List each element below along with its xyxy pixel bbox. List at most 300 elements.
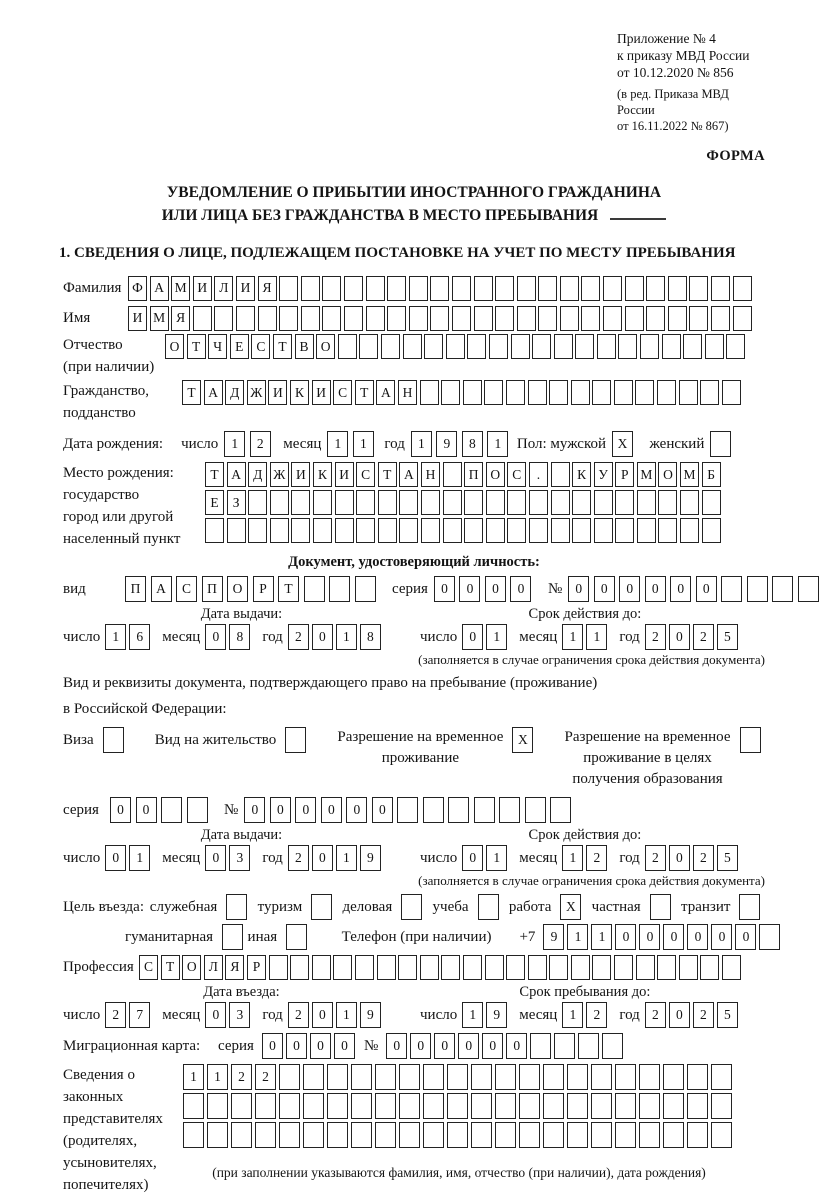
char-box[interactable]: 2 — [255, 1064, 276, 1090]
char-box[interactable] — [397, 797, 418, 823]
char-box[interactable] — [193, 306, 212, 331]
char-box[interactable] — [614, 380, 633, 405]
char-box[interactable] — [530, 1033, 551, 1059]
purpose-private-checkbox[interactable] — [650, 894, 676, 920]
char-box[interactable]: 8 — [462, 431, 483, 457]
char-box[interactable] — [592, 380, 611, 405]
char-box[interactable]: 1 — [562, 624, 583, 650]
char-box[interactable]: 1 — [586, 624, 607, 650]
char-box[interactable]: 1 — [183, 1064, 204, 1090]
char-box[interactable]: X — [560, 894, 581, 920]
char-box[interactable] — [700, 955, 719, 980]
char-box[interactable] — [286, 924, 307, 950]
char-box[interactable]: М — [171, 276, 190, 301]
char-box[interactable]: 5 — [717, 845, 738, 871]
char-box[interactable] — [270, 518, 289, 543]
char-box[interactable]: Р — [247, 955, 266, 980]
char-box[interactable] — [591, 1122, 612, 1148]
char-box[interactable] — [161, 797, 182, 823]
char-box[interactable] — [255, 1093, 276, 1119]
char-box[interactable]: 2 — [645, 845, 666, 871]
char-box[interactable]: 0 — [434, 576, 455, 602]
char-box[interactable] — [658, 490, 677, 515]
char-box[interactable] — [423, 797, 444, 823]
char-box[interactable]: С — [176, 576, 197, 602]
char-box[interactable]: 9 — [360, 845, 381, 871]
char-box[interactable] — [446, 334, 465, 359]
doc-valid-month-boxes[interactable] — [562, 624, 610, 650]
char-box[interactable] — [279, 276, 298, 301]
char-box[interactable] — [702, 518, 721, 543]
char-box[interactable] — [567, 1122, 588, 1148]
char-box[interactable]: И — [128, 306, 147, 331]
char-box[interactable] — [625, 276, 644, 301]
char-box[interactable]: М — [637, 462, 656, 487]
char-box[interactable]: 0 — [346, 797, 367, 823]
char-box[interactable] — [551, 462, 570, 487]
char-box[interactable]: 0 — [485, 576, 506, 602]
char-box[interactable] — [581, 306, 600, 331]
char-box[interactable]: 0 — [711, 924, 732, 950]
char-box[interactable]: А — [227, 462, 246, 487]
char-box[interactable] — [448, 797, 469, 823]
char-box[interactable]: 0 — [669, 1002, 690, 1028]
char-box[interactable] — [486, 490, 505, 515]
char-box[interactable] — [615, 1093, 636, 1119]
char-box[interactable]: 1 — [591, 924, 612, 950]
char-box[interactable] — [447, 1093, 468, 1119]
char-box[interactable] — [322, 276, 341, 301]
char-box[interactable] — [327, 1122, 348, 1148]
char-box[interactable] — [231, 1122, 252, 1148]
char-box[interactable] — [375, 1093, 396, 1119]
char-box[interactable]: 0 — [321, 797, 342, 823]
char-box[interactable] — [639, 1122, 660, 1148]
char-box[interactable] — [279, 1093, 300, 1119]
char-box[interactable] — [471, 1122, 492, 1148]
char-box[interactable] — [528, 380, 547, 405]
char-box[interactable]: 1 — [462, 1002, 483, 1028]
char-box[interactable] — [447, 1064, 468, 1090]
char-box[interactable] — [798, 576, 819, 602]
char-box[interactable]: 0 — [696, 576, 717, 602]
char-box[interactable]: А — [399, 462, 418, 487]
citizenship-boxes[interactable] — [182, 380, 743, 405]
char-box[interactable]: И — [335, 462, 354, 487]
sex-male-checkbox[interactable] — [612, 431, 638, 457]
visa-checkbox[interactable] — [103, 727, 129, 753]
char-box[interactable] — [303, 1093, 324, 1119]
res-issue-year-boxes[interactable] — [288, 845, 384, 871]
char-box[interactable] — [381, 334, 400, 359]
char-box[interactable] — [517, 306, 536, 331]
char-box[interactable]: 0 — [594, 576, 615, 602]
char-box[interactable]: 9 — [486, 1002, 507, 1028]
char-box[interactable] — [495, 1122, 516, 1148]
residence-permit-checkbox[interactable] — [285, 727, 311, 753]
char-box[interactable] — [421, 490, 440, 515]
char-box[interactable]: 0 — [205, 1002, 226, 1028]
char-box[interactable]: 2 — [693, 624, 714, 650]
char-box[interactable]: 2 — [288, 624, 309, 650]
char-box[interactable] — [356, 490, 375, 515]
char-box[interactable] — [103, 727, 124, 753]
char-box[interactable]: 0 — [506, 1033, 527, 1059]
char-box[interactable] — [689, 306, 708, 331]
char-box[interactable]: И — [268, 380, 287, 405]
char-box[interactable]: Т — [273, 334, 292, 359]
char-box[interactable]: А — [204, 380, 223, 405]
char-box[interactable] — [255, 1122, 276, 1148]
char-box[interactable] — [484, 380, 503, 405]
char-box[interactable]: 8 — [360, 624, 381, 650]
char-box[interactable] — [551, 490, 570, 515]
char-box[interactable] — [551, 518, 570, 543]
char-box[interactable] — [646, 276, 665, 301]
char-box[interactable] — [430, 276, 449, 301]
char-box[interactable] — [722, 955, 741, 980]
char-box[interactable] — [637, 518, 656, 543]
char-box[interactable]: . — [529, 462, 548, 487]
purpose-commercial-checkbox[interactable] — [401, 894, 427, 920]
birthplace-boxes-row1[interactable] — [205, 462, 723, 487]
doc-valid-day-boxes[interactable] — [462, 624, 510, 650]
char-box[interactable]: Т — [378, 462, 397, 487]
char-box[interactable] — [279, 1122, 300, 1148]
char-box[interactable]: 0 — [687, 924, 708, 950]
char-box[interactable]: 9 — [436, 431, 457, 457]
char-box[interactable] — [506, 955, 525, 980]
char-box[interactable] — [499, 797, 520, 823]
char-box[interactable] — [721, 576, 742, 602]
char-box[interactable] — [399, 1122, 420, 1148]
char-box[interactable] — [578, 1033, 599, 1059]
char-box[interactable]: 1 — [353, 431, 374, 457]
sex-female-checkbox[interactable] — [710, 431, 736, 457]
char-box[interactable]: Н — [421, 462, 440, 487]
char-box[interactable] — [646, 306, 665, 331]
char-box[interactable]: 2 — [693, 845, 714, 871]
char-box[interactable] — [603, 276, 622, 301]
char-box[interactable] — [452, 276, 471, 301]
char-box[interactable] — [529, 518, 548, 543]
char-box[interactable]: 1 — [129, 845, 150, 871]
char-box[interactable] — [594, 518, 613, 543]
char-box[interactable]: 0 — [105, 845, 126, 871]
char-box[interactable] — [333, 955, 352, 980]
char-box[interactable] — [467, 334, 486, 359]
char-box[interactable] — [549, 955, 568, 980]
char-box[interactable]: 0 — [459, 576, 480, 602]
char-box[interactable] — [711, 1064, 732, 1090]
char-box[interactable] — [447, 1122, 468, 1148]
char-box[interactable]: С — [507, 462, 526, 487]
char-box[interactable]: 2 — [645, 624, 666, 650]
char-box[interactable]: 7 — [129, 1002, 150, 1028]
char-box[interactable] — [532, 334, 551, 359]
char-box[interactable]: 0 — [462, 624, 483, 650]
char-box[interactable] — [270, 490, 289, 515]
char-box[interactable] — [226, 894, 247, 920]
char-box[interactable]: 1 — [224, 431, 245, 457]
char-box[interactable] — [387, 306, 406, 331]
char-box[interactable]: 6 — [129, 624, 150, 650]
char-box[interactable]: С — [356, 462, 375, 487]
temp-residence-checkbox[interactable] — [512, 727, 538, 753]
char-box[interactable] — [471, 1064, 492, 1090]
char-box[interactable] — [474, 306, 493, 331]
char-box[interactable] — [403, 334, 422, 359]
char-box[interactable]: Л — [214, 276, 233, 301]
char-box[interactable] — [495, 1093, 516, 1119]
char-box[interactable] — [471, 1093, 492, 1119]
char-box[interactable]: О — [658, 462, 677, 487]
char-box[interactable] — [495, 276, 514, 301]
char-box[interactable]: К — [313, 462, 332, 487]
char-box[interactable] — [615, 518, 634, 543]
char-box[interactable] — [474, 797, 495, 823]
char-box[interactable] — [657, 955, 676, 980]
phone-boxes[interactable] — [543, 924, 783, 950]
patronymic-boxes[interactable] — [165, 334, 748, 359]
char-box[interactable]: 0 — [458, 1033, 479, 1059]
char-box[interactable]: И — [193, 276, 212, 301]
char-box[interactable]: 1 — [567, 924, 588, 950]
char-box[interactable] — [399, 1064, 420, 1090]
char-box[interactable]: 0 — [205, 624, 226, 650]
char-box[interactable]: 2 — [288, 1002, 309, 1028]
char-box[interactable] — [495, 1064, 516, 1090]
purpose-tourism-checkbox[interactable] — [311, 894, 337, 920]
char-box[interactable] — [581, 276, 600, 301]
char-box[interactable]: С — [333, 380, 352, 405]
char-box[interactable] — [344, 276, 363, 301]
char-box[interactable]: К — [572, 462, 591, 487]
char-box[interactable]: 0 — [334, 1033, 355, 1059]
char-box[interactable]: М — [680, 462, 699, 487]
char-box[interactable] — [351, 1064, 372, 1090]
char-box[interactable]: 0 — [310, 1033, 331, 1059]
char-box[interactable] — [375, 1064, 396, 1090]
char-box[interactable] — [285, 727, 306, 753]
char-box[interactable] — [375, 1122, 396, 1148]
char-box[interactable] — [464, 518, 483, 543]
doc-issue-month-boxes[interactable] — [205, 624, 253, 650]
char-box[interactable] — [603, 306, 622, 331]
entry-day-boxes[interactable] — [105, 1002, 153, 1028]
char-box[interactable]: Р — [253, 576, 274, 602]
char-box[interactable]: Л — [204, 955, 223, 980]
char-box[interactable] — [635, 380, 654, 405]
char-box[interactable]: К — [290, 380, 309, 405]
char-box[interactable] — [236, 306, 255, 331]
char-box[interactable] — [304, 576, 325, 602]
char-box[interactable] — [680, 490, 699, 515]
char-box[interactable]: 2 — [105, 1002, 126, 1028]
char-box[interactable] — [625, 306, 644, 331]
char-box[interactable]: 2 — [586, 845, 607, 871]
char-box[interactable]: 2 — [231, 1064, 252, 1090]
char-box[interactable]: 5 — [717, 1002, 738, 1028]
char-box[interactable] — [420, 380, 439, 405]
birth-year-boxes[interactable] — [411, 431, 513, 457]
char-box[interactable]: Т — [182, 380, 201, 405]
char-box[interactable] — [329, 576, 350, 602]
char-box[interactable] — [637, 490, 656, 515]
char-box[interactable] — [452, 306, 471, 331]
char-box[interactable] — [311, 894, 332, 920]
char-box[interactable] — [710, 431, 731, 457]
char-box[interactable]: 0 — [510, 576, 531, 602]
char-box[interactable] — [351, 1093, 372, 1119]
char-box[interactable]: 1 — [487, 431, 508, 457]
char-box[interactable]: 2 — [693, 1002, 714, 1028]
entry-month-boxes[interactable] — [205, 1002, 253, 1028]
char-box[interactable] — [594, 490, 613, 515]
char-box[interactable] — [474, 276, 493, 301]
char-box[interactable]: П — [125, 576, 146, 602]
char-box[interactable]: О — [316, 334, 335, 359]
char-box[interactable] — [409, 276, 428, 301]
char-box[interactable] — [205, 518, 224, 543]
char-box[interactable] — [441, 380, 460, 405]
char-box[interactable] — [543, 1093, 564, 1119]
char-box[interactable] — [679, 380, 698, 405]
char-box[interactable]: 0 — [244, 797, 265, 823]
char-box[interactable] — [443, 490, 462, 515]
char-box[interactable] — [207, 1093, 228, 1119]
char-box[interactable] — [269, 955, 288, 980]
char-box[interactable]: 0 — [670, 576, 691, 602]
char-box[interactable]: 0 — [136, 797, 157, 823]
char-box[interactable] — [421, 518, 440, 543]
char-box[interactable] — [597, 334, 616, 359]
char-box[interactable] — [689, 276, 708, 301]
char-box[interactable]: Д — [248, 462, 267, 487]
char-box[interactable] — [538, 306, 557, 331]
char-box[interactable]: 2 — [288, 845, 309, 871]
char-box[interactable] — [615, 490, 634, 515]
stay-month-boxes[interactable] — [562, 1002, 610, 1028]
res-issue-day-boxes[interactable] — [105, 845, 153, 871]
doc-issue-year-boxes[interactable] — [288, 624, 384, 650]
name-boxes[interactable] — [128, 306, 754, 331]
res-valid-day-boxes[interactable] — [462, 845, 510, 871]
char-box[interactable]: С — [251, 334, 270, 359]
char-box[interactable]: И — [236, 276, 255, 301]
legal-reps-boxes-row2[interactable] — [183, 1093, 735, 1119]
char-box[interactable]: 3 — [229, 1002, 250, 1028]
char-box[interactable]: Я — [258, 276, 277, 301]
char-box[interactable]: 0 — [312, 1002, 333, 1028]
char-box[interactable] — [355, 955, 374, 980]
char-box[interactable]: 0 — [410, 1033, 431, 1059]
purpose-business-checkbox[interactable] — [226, 894, 252, 920]
char-box[interactable]: 0 — [619, 576, 640, 602]
doc-number-boxes[interactable] — [568, 576, 823, 602]
char-box[interactable]: Ф — [128, 276, 147, 301]
char-box[interactable] — [335, 490, 354, 515]
char-box[interactable]: 0 — [312, 624, 333, 650]
char-box[interactable] — [567, 1093, 588, 1119]
char-box[interactable] — [711, 276, 730, 301]
char-box[interactable] — [560, 306, 579, 331]
char-box[interactable] — [443, 518, 462, 543]
char-box[interactable] — [489, 334, 508, 359]
char-box[interactable]: 0 — [482, 1033, 503, 1059]
char-box[interactable]: П — [464, 462, 483, 487]
char-box[interactable] — [668, 276, 687, 301]
char-box[interactable]: 1 — [336, 1002, 357, 1028]
char-box[interactable] — [571, 955, 590, 980]
char-box[interactable]: Я — [225, 955, 244, 980]
char-box[interactable] — [301, 276, 320, 301]
char-box[interactable] — [711, 1122, 732, 1148]
char-box[interactable] — [183, 1122, 204, 1148]
char-box[interactable]: Е — [230, 334, 249, 359]
char-box[interactable] — [338, 334, 357, 359]
char-box[interactable] — [700, 380, 719, 405]
char-box[interactable] — [301, 306, 320, 331]
char-box[interactable] — [615, 1122, 636, 1148]
purpose-humanitarian-checkbox[interactable] — [222, 924, 248, 950]
char-box[interactable]: Т — [187, 334, 206, 359]
char-box[interactable] — [399, 518, 418, 543]
char-box[interactable] — [478, 894, 499, 920]
char-box[interactable] — [378, 518, 397, 543]
char-box[interactable] — [507, 490, 526, 515]
char-box[interactable]: 0 — [669, 624, 690, 650]
char-box[interactable] — [303, 1064, 324, 1090]
char-box[interactable] — [733, 276, 752, 301]
char-box[interactable] — [663, 1093, 684, 1119]
char-box[interactable] — [618, 334, 637, 359]
purpose-work-checkbox[interactable] — [560, 894, 586, 920]
char-box[interactable] — [554, 334, 573, 359]
char-box[interactable] — [441, 955, 460, 980]
char-box[interactable]: Н — [398, 380, 417, 405]
legal-reps-boxes-row3[interactable] — [183, 1122, 735, 1148]
char-box[interactable]: X — [512, 727, 533, 753]
char-box[interactable]: 0 — [434, 1033, 455, 1059]
char-box[interactable]: Б — [702, 462, 721, 487]
char-box[interactable]: 0 — [735, 924, 756, 950]
char-box[interactable] — [615, 1064, 636, 1090]
char-box[interactable]: 0 — [615, 924, 636, 950]
char-box[interactable] — [538, 276, 557, 301]
char-box[interactable] — [575, 334, 594, 359]
char-box[interactable] — [356, 518, 375, 543]
char-box[interactable]: О — [227, 576, 248, 602]
char-box[interactable] — [327, 1093, 348, 1119]
purpose-transit-checkbox[interactable] — [739, 894, 765, 920]
char-box[interactable] — [401, 894, 422, 920]
entry-year-boxes[interactable] — [288, 1002, 384, 1028]
char-box[interactable] — [214, 306, 233, 331]
char-box[interactable] — [592, 955, 611, 980]
char-box[interactable] — [507, 518, 526, 543]
char-box[interactable] — [571, 380, 590, 405]
char-box[interactable] — [602, 1033, 623, 1059]
char-box[interactable] — [687, 1093, 708, 1119]
char-box[interactable] — [705, 334, 724, 359]
birthplace-boxes-row3[interactable] — [205, 518, 723, 543]
char-box[interactable] — [443, 462, 462, 487]
char-box[interactable] — [355, 576, 376, 602]
char-box[interactable]: В — [295, 334, 314, 359]
char-box[interactable]: 0 — [386, 1033, 407, 1059]
char-box[interactable]: С — [139, 955, 158, 980]
